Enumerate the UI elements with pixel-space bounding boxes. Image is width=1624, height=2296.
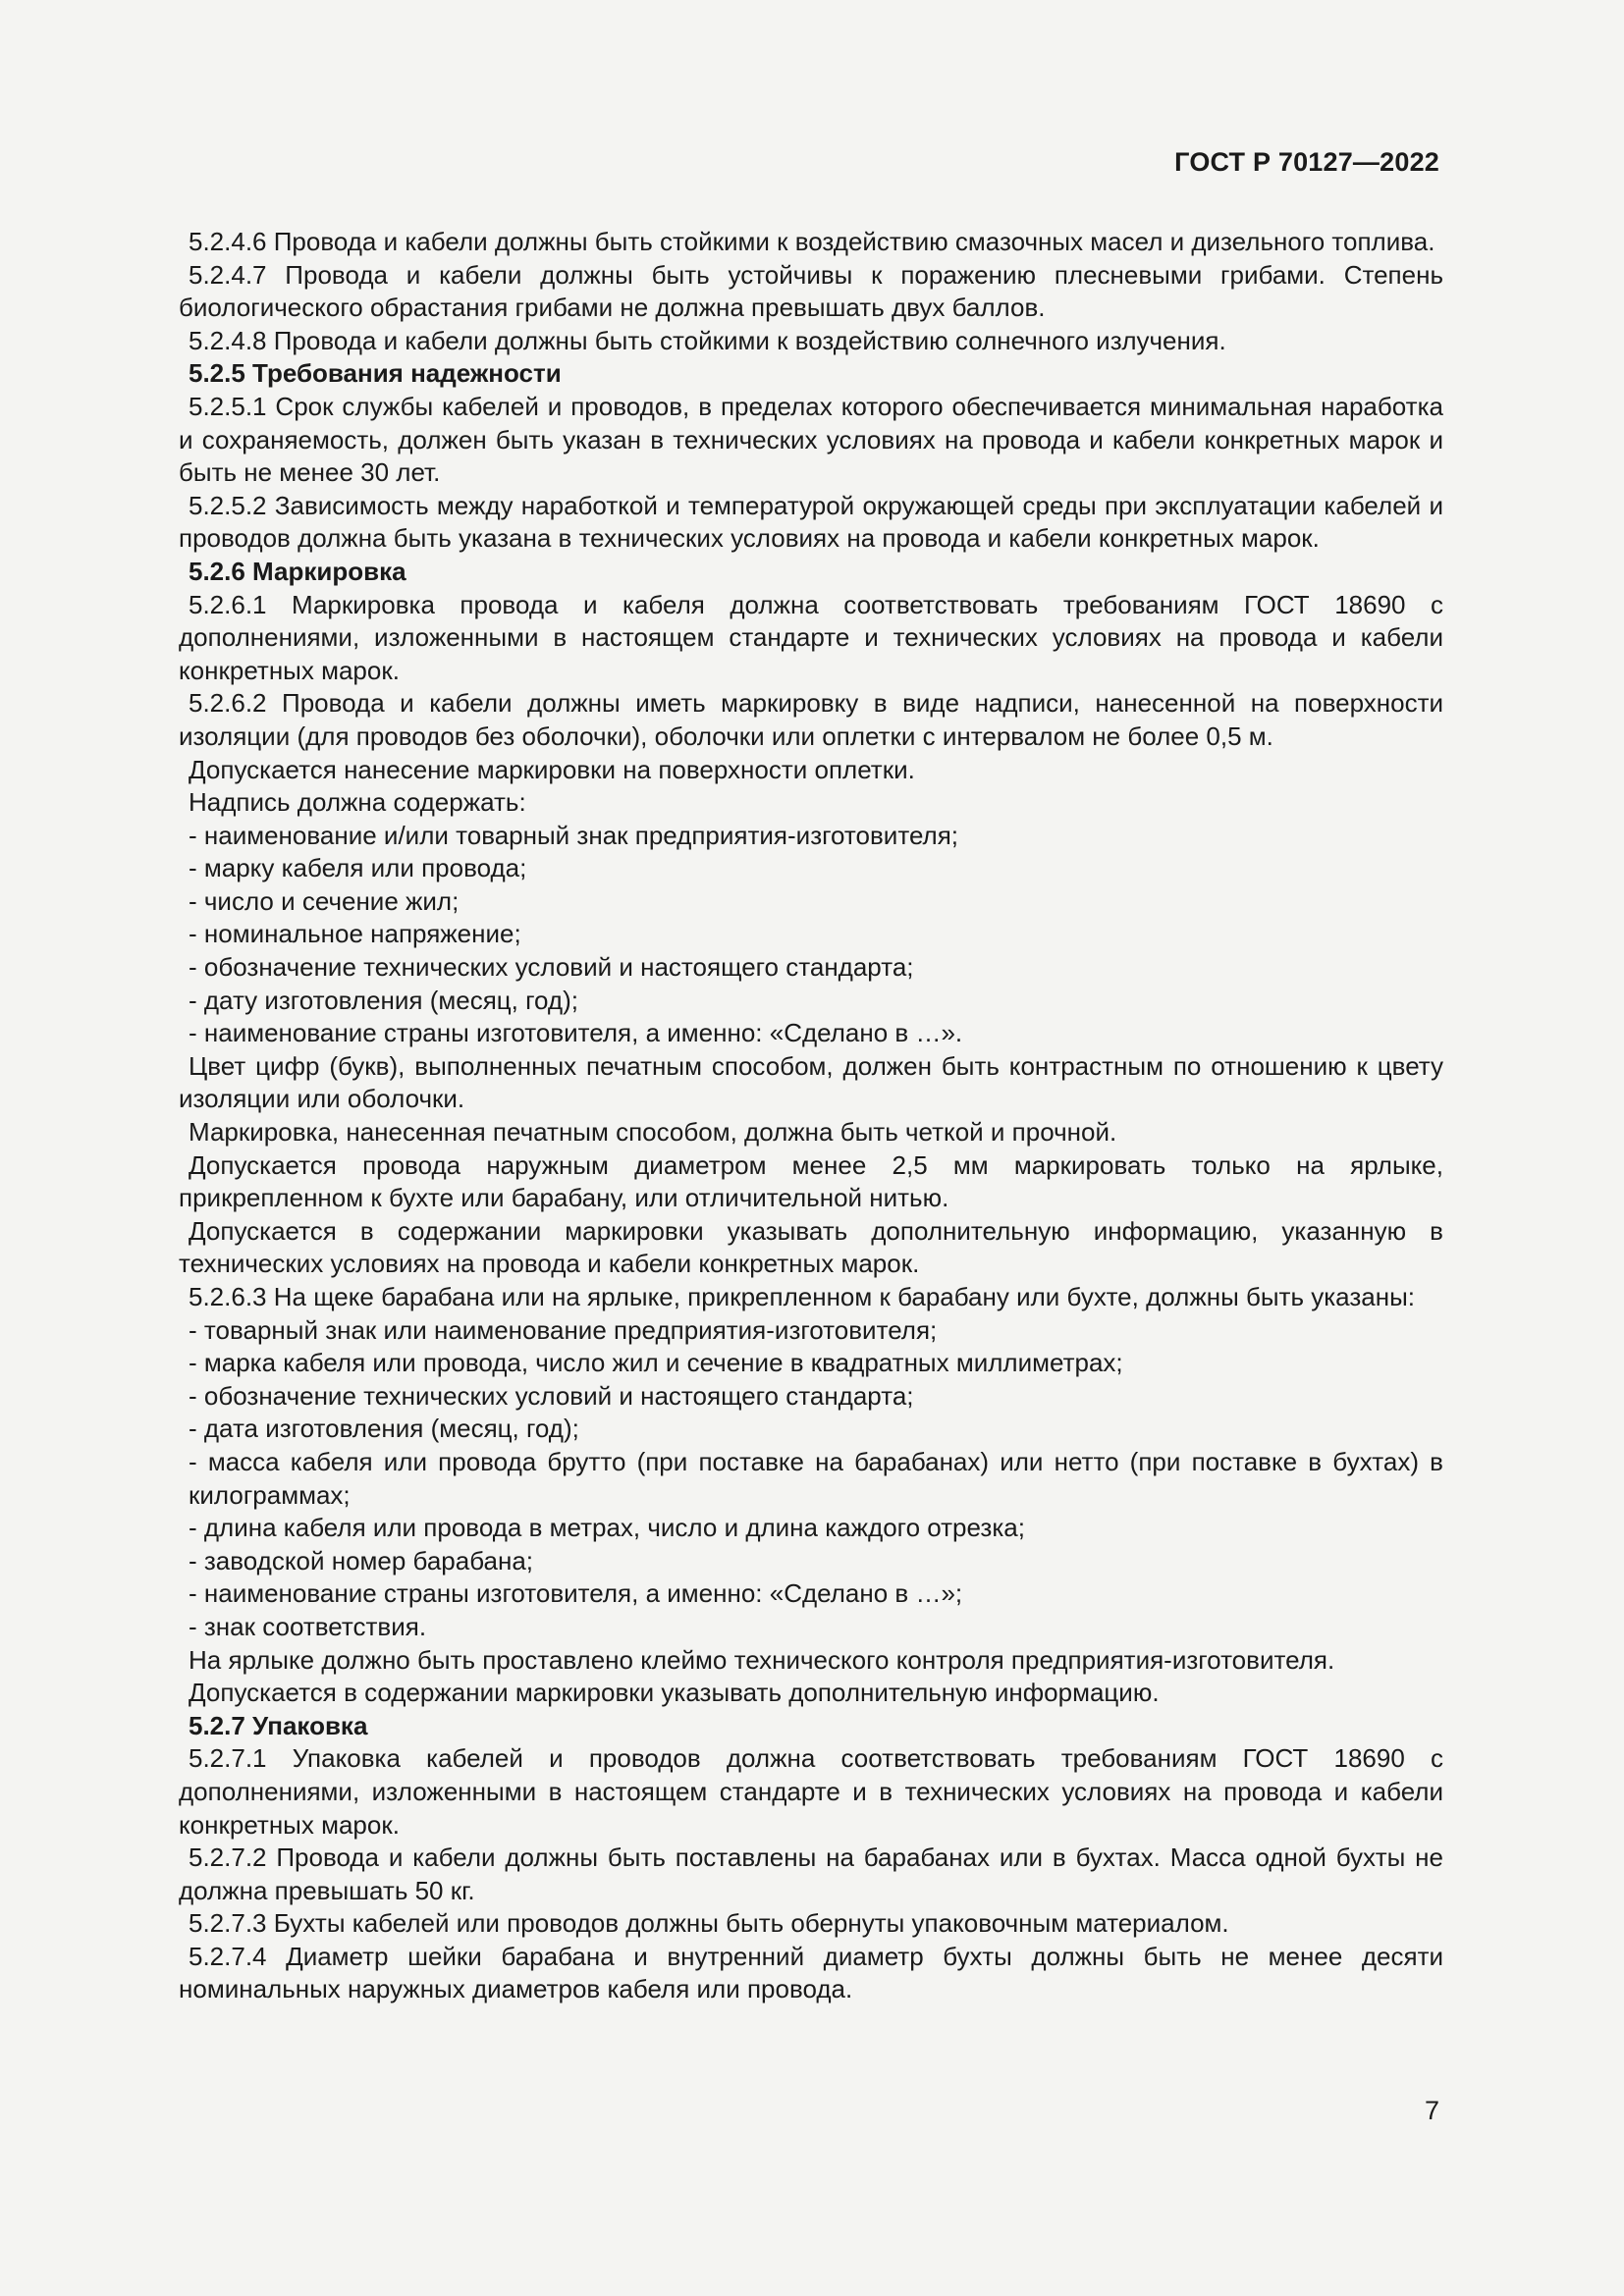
list-item: - длина кабеля или провода в метрах, число и длина каждого отрезка; <box>189 1513 1025 1543</box>
document-body <box>179 226 1443 2006</box>
paragraph: 5.2.7.1 Упаковка кабелей и проводов должна соответствовать требованиям ГОСТ 18690 с дополнениями, изложенными в настоящем стандарте и в технических условиях на провода и кабели конкретных марок. <box>179 1743 1443 1840</box>
list-item: - наименование страны изготовителя, а именно: «Сделано в …»; <box>189 1578 963 1609</box>
list-item: - наименование и/или товарный знак предприятия-изготовителя; <box>189 820 959 850</box>
paragraph: 5.2.6.3 На щеке барабана или на ярлыке, прикрепленном к барабану или бухте, должны быть указаны: <box>189 1282 1416 1311</box>
list-item: - дату изготовления (месяц, год); <box>189 985 578 1015</box>
paragraph: Цвет цифр (букв), выполненных печатным способом, должен быть контрастным по отношению к цвету изоляции или оболочки. <box>179 1050 1443 1114</box>
list-item: - дата изготовления (месяц, год); <box>189 1414 579 1444</box>
paragraph: Маркировка, нанесенная печатным способом, должна быть четкой и прочной. <box>189 1117 1117 1148</box>
document-code-header: ГОСТ Р 70127—2022 <box>1174 147 1439 177</box>
paragraph: Надпись должна содержать: <box>189 787 526 818</box>
list-item: - масса кабеля или провода брутто (при поставке на барабанах) или нетто (при поставке в бухтах) в килограммах; <box>189 1446 1443 1510</box>
paragraph: 5.2.7.4 Диаметр шейки барабана и внутренний диаметр бухты должны быть не менее десяти номинальных наружных диаметров кабеля или провода. <box>179 1941 1443 2004</box>
list-item: - обозначение технических условий и настоящего стандарта; <box>189 952 914 983</box>
paragraph: 5.2.6.1 Маркировка провода и кабеля должна соответствовать требованиям ГОСТ 18690 с дополнениями, изложенными в настоящем стандарте и технических условиях на провода и кабели конкретных марок. <box>179 589 1443 685</box>
paragraph: На ярлыке должно быть проставлено клеймо технического контроля предприятия-изготовителя. <box>189 1644 1335 1675</box>
paragraph: Допускается в содержании маркировки указывать дополнительную информацию. <box>189 1678 1160 1708</box>
paragraph: 5.2.5.2 Зависимость между наработкой и температурой окружающей среды при эксплуатации кабелей и проводов должна быть указана в технических условиях на провода и кабели конкретных марок. <box>179 490 1443 554</box>
paragraph: Допускается провода наружным диаметром менее 2,5 мм маркировать только на ярлыке, прикрепленном к бухте или барабану, или отличительной нитью. <box>179 1149 1443 1213</box>
page-number: 7 <box>1424 2096 1439 2125</box>
list-item: - знак соответствия. <box>189 1611 427 1641</box>
paragraph: 5.2.7.2 Провода и кабели должны быть поставлены на барабанах или в бухтах. Масса одной бухты не должна превышать 50 кг. <box>179 1842 1443 1905</box>
paragraph: 5.2.6.2 Провода и кабели должны иметь маркировку в виде надписи, нанесенной на поверхности изоляции (для проводов без оболочки), оболочки или оплетки с интервалом не более 0,5 м. <box>179 688 1443 751</box>
list-item: - заводской номер барабана; <box>189 1545 534 1575</box>
paragraph: 5.2.4.8 Провода и кабели должны быть стойкими к воздействию солнечного излучения. <box>189 325 1226 355</box>
list-item: - товарный знак или наименование предприятия-изготовителя; <box>189 1314 938 1345</box>
paragraph: 5.2.5.1 Срок службы кабелей и проводов, в пределах которого обеспечивается минимальная наработка и сохраняемость, должен быть указан в технических условиях на провода и кабели конкретных марок и быть не менее 30 лет. <box>179 391 1443 488</box>
paragraph: 5.2.7.3 Бухты кабелей или проводов должны быть обернуты упаковочным материалом. <box>189 1908 1229 1939</box>
paragraph: 5.2.4.6 Провода и кабели должны быть стойкими к воздействию смазочных масел и дизельного топлива. <box>189 227 1435 256</box>
list-item: - обозначение технических условий и настоящего стандарта; <box>189 1380 914 1411</box>
list-item: - марка кабеля или провода, число жил и сечение в квадратных миллиметрах; <box>189 1348 1123 1378</box>
section-heading: 5.2.7 Упаковка <box>189 1710 368 1740</box>
paragraph: 5.2.4.7 Провода и кабели должны быть устойчивы к поражению плесневыми грибами. Степень биологического обрастания грибами не должна превышать двух баллов. <box>179 259 1443 323</box>
paragraph: Допускается нанесение маркировки на поверхности оплетки. <box>189 754 915 784</box>
paragraph: Допускается в содержании маркировки указывать дополнительную информацию, указанную в технических условиях на провода и кабели конкретных марок. <box>179 1215 1443 1279</box>
list-item: - марку кабеля или провода; <box>189 853 527 883</box>
list-item: - число и сечение жил; <box>189 885 460 916</box>
section-heading: 5.2.6 Маркировка <box>189 556 406 586</box>
list-item: - номинальное напряжение; <box>189 919 521 949</box>
list-item: - наименование страны изготовителя, а именно: «Сделано в …». <box>189 1018 963 1048</box>
section-heading: 5.2.5 Требования надежности <box>189 358 562 389</box>
